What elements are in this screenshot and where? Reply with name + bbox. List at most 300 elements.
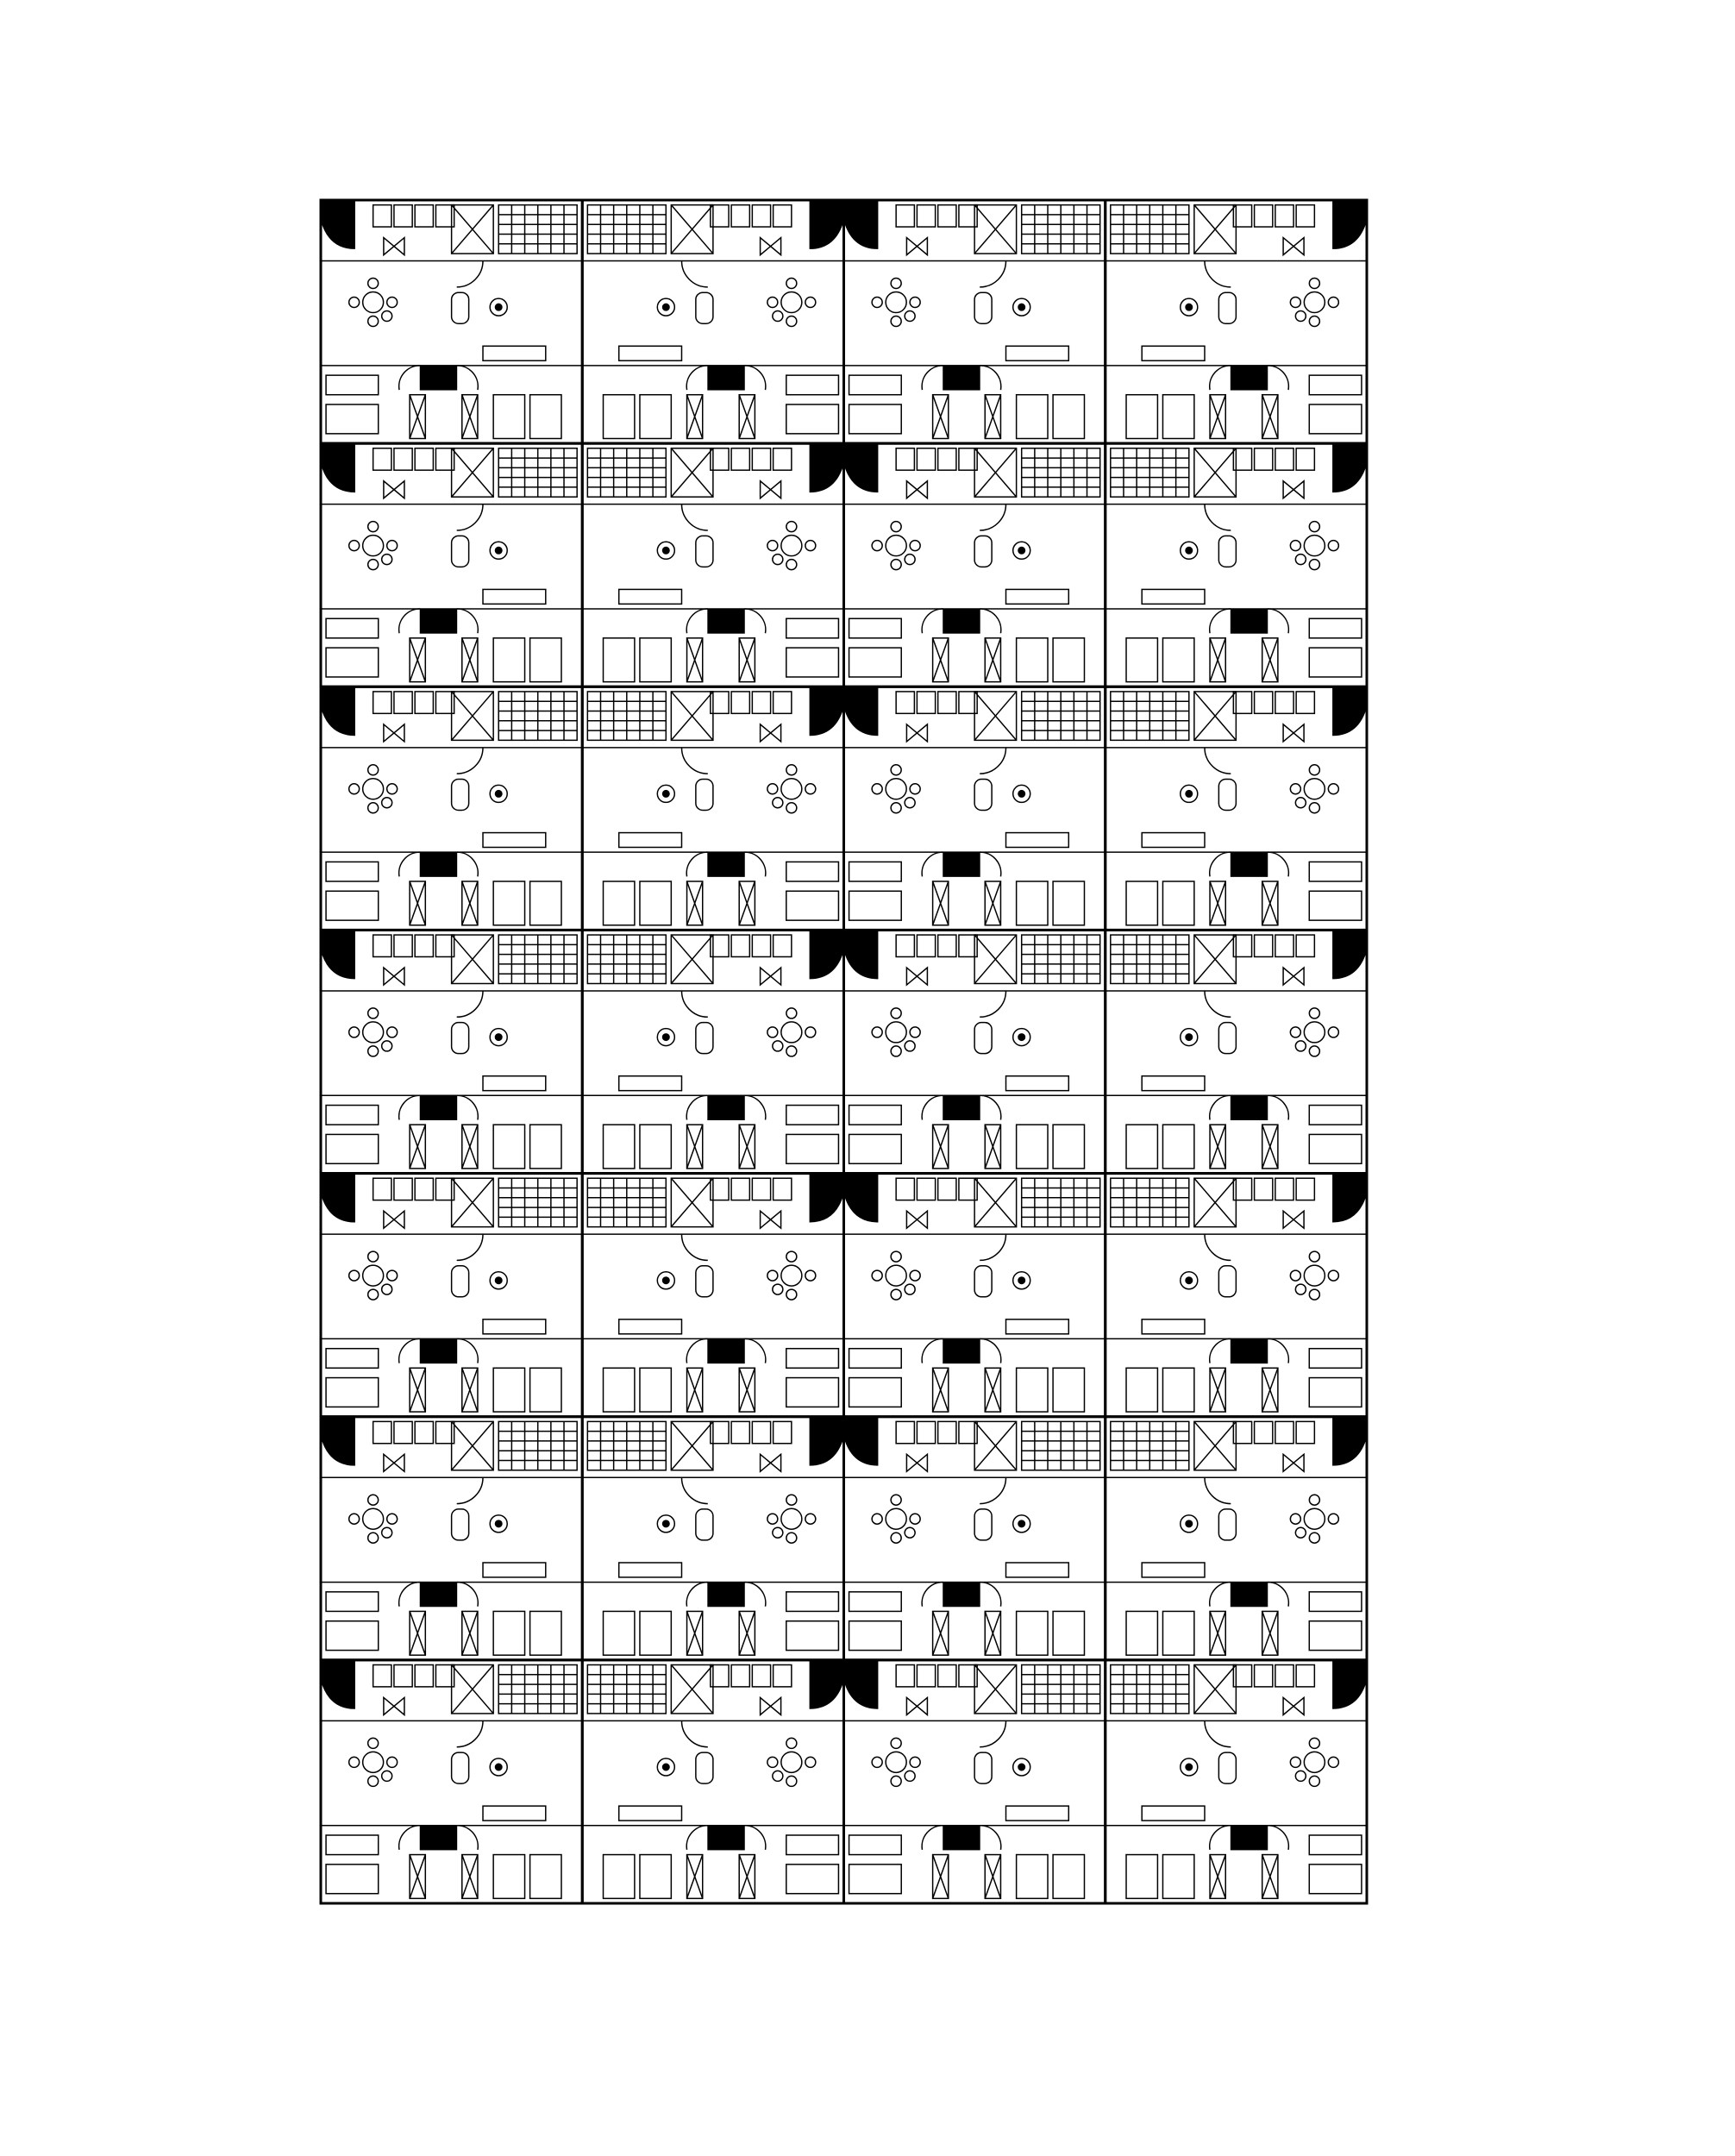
dining-table-icon xyxy=(781,292,802,313)
bed-icon xyxy=(640,881,671,925)
bed-icon xyxy=(493,395,524,439)
counter-icon xyxy=(1255,1178,1273,1200)
sofa-icon xyxy=(483,346,546,360)
counter-icon xyxy=(415,1178,433,1200)
dining-table-icon xyxy=(781,1752,802,1772)
dining-table-icon xyxy=(1304,1265,1325,1286)
dining-chair-icon xyxy=(382,798,392,808)
door-swing-icon xyxy=(922,1338,943,1363)
bed-icon xyxy=(1126,881,1157,925)
bed-icon xyxy=(493,1611,524,1655)
column-icon xyxy=(810,1660,843,1708)
counter-icon xyxy=(774,1421,792,1443)
door-swing-icon xyxy=(457,1338,479,1363)
door-swing-icon xyxy=(457,1234,483,1260)
bathroom-core-icon xyxy=(1231,1095,1267,1119)
armchair-icon xyxy=(696,780,713,811)
balcony-counter-icon xyxy=(1309,862,1362,881)
door-swing-icon xyxy=(457,748,483,774)
balcony-counter-icon xyxy=(849,618,902,638)
bathroom-core-icon xyxy=(1231,609,1267,633)
counter-icon xyxy=(1296,1421,1314,1443)
door-swing-icon xyxy=(1268,1338,1289,1363)
counter-icon xyxy=(896,1421,914,1443)
bathroom-core-icon xyxy=(1231,1583,1267,1607)
dining-table-icon xyxy=(1304,536,1325,556)
door-swing-icon xyxy=(1205,1720,1231,1746)
dining-chair-icon xyxy=(1328,784,1338,794)
column-icon xyxy=(321,686,354,735)
side-table-dot xyxy=(495,790,502,797)
armchair-icon xyxy=(974,292,992,323)
bed-icon xyxy=(1017,1611,1048,1655)
side-table-dot xyxy=(662,1764,669,1771)
counter-icon xyxy=(896,692,914,713)
door-swing-icon xyxy=(457,261,483,287)
bed-icon xyxy=(1126,1125,1157,1169)
bed-icon xyxy=(1053,1611,1084,1655)
dining-chair-icon xyxy=(1309,1289,1319,1300)
balcony-counter-icon xyxy=(849,891,902,920)
dining-table-icon xyxy=(1304,292,1325,313)
dining-chair-icon xyxy=(349,298,360,308)
door-swing-icon xyxy=(1210,609,1231,633)
dining-chair-icon xyxy=(1309,279,1319,289)
door-swing-icon xyxy=(457,852,479,876)
door-swing-icon xyxy=(1268,1095,1289,1119)
apartment-unit xyxy=(321,1417,582,1660)
dining-table-icon xyxy=(363,1022,384,1043)
counter-icon xyxy=(917,448,935,470)
door-swing-icon xyxy=(1205,261,1231,287)
dining-chair-icon xyxy=(1309,522,1319,532)
window-icon xyxy=(906,724,927,742)
column-icon xyxy=(844,1660,878,1708)
dining-chair-icon xyxy=(1295,798,1306,808)
counter-icon xyxy=(731,1178,749,1200)
dining-table-icon xyxy=(363,1508,384,1529)
counter-icon xyxy=(896,205,914,227)
dining-chair-icon xyxy=(1290,1027,1300,1037)
counter-icon xyxy=(752,1665,770,1687)
dining-chair-icon xyxy=(773,1527,783,1538)
dining-chair-icon xyxy=(368,1289,379,1300)
dining-chair-icon xyxy=(872,1270,882,1281)
column-icon xyxy=(844,1417,878,1465)
bathroom-core-icon xyxy=(943,1338,980,1363)
dining-chair-icon xyxy=(368,1251,379,1262)
door-swing-icon xyxy=(980,505,1005,530)
dining-chair-icon xyxy=(1290,1514,1300,1524)
balcony-counter-icon xyxy=(1309,1134,1362,1163)
counter-icon xyxy=(1275,692,1293,713)
balcony-counter-icon xyxy=(1309,1621,1362,1651)
door-swing-icon xyxy=(681,1234,707,1260)
side-table-dot xyxy=(1018,1764,1025,1771)
dining-chair-icon xyxy=(368,1046,379,1056)
sofa-icon xyxy=(619,1076,682,1091)
column-icon xyxy=(844,200,878,248)
apartment-unit xyxy=(582,686,843,930)
counter-icon xyxy=(1255,448,1273,470)
apartment-unit xyxy=(1106,443,1367,686)
armchair-icon xyxy=(696,536,713,567)
balcony-counter-icon xyxy=(1309,1106,1362,1125)
door-swing-icon xyxy=(457,505,483,530)
dining-chair-icon xyxy=(891,279,901,289)
apartment-unit xyxy=(1106,1660,1367,1903)
side-table-dot xyxy=(1018,790,1025,797)
dining-chair-icon xyxy=(891,317,901,327)
bed-icon xyxy=(493,1855,524,1899)
bed-icon xyxy=(1126,395,1157,439)
dining-chair-icon xyxy=(387,1270,398,1281)
bed-icon xyxy=(1017,1855,1048,1899)
window-icon xyxy=(761,724,781,742)
door-swing-icon xyxy=(457,1583,479,1607)
armchair-icon xyxy=(1218,1509,1236,1540)
counter-icon xyxy=(1296,1178,1314,1200)
sofa-icon xyxy=(619,1563,682,1577)
sofa-icon xyxy=(619,1319,682,1334)
apartment-unit xyxy=(321,1660,582,1903)
dining-chair-icon xyxy=(349,1270,360,1281)
sofa-icon xyxy=(1006,589,1069,604)
dining-chair-icon xyxy=(786,1251,797,1262)
bed-icon xyxy=(530,1855,561,1899)
counter-icon xyxy=(1275,935,1293,956)
bed-icon xyxy=(1017,881,1048,925)
bathroom-core-icon xyxy=(943,1583,980,1607)
bathroom-core-icon xyxy=(420,1826,456,1850)
counter-icon xyxy=(917,692,935,713)
dining-chair-icon xyxy=(786,765,797,775)
counter-icon xyxy=(394,692,412,713)
window-icon xyxy=(1283,238,1304,255)
apartment-unit xyxy=(1106,686,1367,930)
sofa-icon xyxy=(1142,1319,1205,1334)
door-swing-icon xyxy=(457,1095,479,1119)
bathroom-core-icon xyxy=(943,1095,980,1119)
counter-icon xyxy=(731,692,749,713)
column-icon xyxy=(810,443,843,492)
door-swing-icon xyxy=(681,748,707,774)
door-swing-icon xyxy=(1205,505,1231,530)
armchair-icon xyxy=(696,1023,713,1054)
dining-chair-icon xyxy=(368,279,379,289)
apartment-unit xyxy=(321,686,582,930)
side-table-dot xyxy=(662,547,669,554)
door-swing-icon xyxy=(980,1583,1001,1607)
window-icon xyxy=(384,1697,404,1714)
sofa-icon xyxy=(483,1563,546,1577)
counter-icon xyxy=(1275,1665,1293,1687)
window-icon xyxy=(761,1211,781,1228)
dining-chair-icon xyxy=(773,798,783,808)
counter-icon xyxy=(1255,1421,1273,1443)
sofa-icon xyxy=(1142,346,1205,360)
column-icon xyxy=(1333,200,1367,248)
dining-chair-icon xyxy=(382,1284,392,1294)
dining-chair-icon xyxy=(767,1027,778,1037)
dining-table-icon xyxy=(1304,1022,1325,1043)
dining-chair-icon xyxy=(1309,317,1319,327)
apartment-unit xyxy=(844,200,1106,443)
apartment-unit xyxy=(1106,1174,1367,1417)
sofa-icon xyxy=(1006,833,1069,848)
armchair-icon xyxy=(974,1023,992,1054)
counter-icon xyxy=(938,205,956,227)
counter-icon xyxy=(938,1421,956,1443)
dining-table-icon xyxy=(363,292,384,313)
armchair-icon xyxy=(452,1752,469,1783)
apartment-unit xyxy=(321,443,582,686)
dining-chair-icon xyxy=(368,1495,379,1505)
side-table-dot xyxy=(662,1034,669,1041)
dining-chair-icon xyxy=(368,803,379,813)
door-swing-icon xyxy=(1210,1826,1231,1850)
dining-chair-icon xyxy=(773,1284,783,1294)
dining-table-icon xyxy=(886,779,906,799)
column-icon xyxy=(321,1417,354,1465)
door-swing-icon xyxy=(744,366,766,390)
bed-icon xyxy=(493,1125,524,1169)
balcony-counter-icon xyxy=(326,618,379,638)
dining-table-icon xyxy=(886,536,906,556)
dining-table-icon xyxy=(781,779,802,799)
counter-icon xyxy=(373,448,391,470)
dining-chair-icon xyxy=(387,784,398,794)
counter-icon xyxy=(731,935,749,956)
counter-icon xyxy=(1275,205,1293,227)
counter-icon xyxy=(752,205,770,227)
dining-chair-icon xyxy=(786,1532,797,1543)
dining-chair-icon xyxy=(910,1027,920,1037)
side-table-dot xyxy=(1186,1520,1193,1527)
side-table-dot xyxy=(1186,790,1193,797)
window-icon xyxy=(761,1454,781,1471)
balcony-counter-icon xyxy=(786,404,839,434)
counter-icon xyxy=(1275,1421,1293,1443)
dining-chair-icon xyxy=(1295,1041,1306,1051)
balcony-counter-icon xyxy=(326,648,379,677)
dining-chair-icon xyxy=(786,1046,797,1056)
dining-chair-icon xyxy=(1290,1270,1300,1281)
dining-chair-icon xyxy=(368,765,379,775)
apartment-unit xyxy=(582,1174,843,1417)
dining-chair-icon xyxy=(786,317,797,327)
counter-icon xyxy=(774,1665,792,1687)
counter-icon xyxy=(896,1178,914,1200)
door-swing-icon xyxy=(1268,609,1289,633)
bed-icon xyxy=(1017,1368,1048,1412)
dining-table-icon xyxy=(363,1265,384,1286)
bed-icon xyxy=(1017,395,1048,439)
bed-icon xyxy=(530,1611,561,1655)
bed-icon xyxy=(640,395,671,439)
dining-chair-icon xyxy=(387,298,398,308)
balcony-counter-icon xyxy=(786,891,839,920)
dining-chair-icon xyxy=(368,1776,379,1786)
dining-chair-icon xyxy=(786,803,797,813)
bed-icon xyxy=(1162,638,1193,682)
counter-icon xyxy=(415,205,433,227)
counter-icon xyxy=(1255,205,1273,227)
counter-icon xyxy=(774,205,792,227)
bathroom-core-icon xyxy=(708,609,744,633)
side-table-dot xyxy=(1186,1034,1193,1041)
door-swing-icon xyxy=(399,1095,421,1119)
balcony-counter-icon xyxy=(1309,618,1362,638)
bathroom-core-icon xyxy=(1231,366,1267,390)
dining-chair-icon xyxy=(773,1041,783,1051)
dining-chair-icon xyxy=(1290,784,1300,794)
door-swing-icon xyxy=(922,852,943,876)
bed-icon xyxy=(640,638,671,682)
dining-chair-icon xyxy=(773,1771,783,1781)
dining-chair-icon xyxy=(382,1771,392,1781)
dining-table-icon xyxy=(781,1508,802,1529)
dining-chair-icon xyxy=(1309,1495,1319,1505)
dining-chair-icon xyxy=(368,317,379,327)
dining-chair-icon xyxy=(905,311,915,322)
window-icon xyxy=(1283,1697,1304,1714)
door-swing-icon xyxy=(1268,366,1289,390)
dining-table-icon xyxy=(886,1508,906,1529)
bathroom-core-icon xyxy=(1231,1338,1267,1363)
armchair-icon xyxy=(974,536,992,567)
door-swing-icon xyxy=(681,261,707,287)
counter-icon xyxy=(415,1665,433,1687)
balcony-counter-icon xyxy=(786,648,839,677)
door-swing-icon xyxy=(922,1095,943,1119)
dining-chair-icon xyxy=(1309,1776,1319,1786)
door-swing-icon xyxy=(1210,852,1231,876)
dining-table-icon xyxy=(886,1752,906,1772)
apartment-unit xyxy=(844,930,1106,1173)
armchair-icon xyxy=(974,1752,992,1783)
window-icon xyxy=(1283,968,1304,985)
counter-icon xyxy=(415,1421,433,1443)
side-table-dot xyxy=(1018,304,1025,310)
door-swing-icon xyxy=(1205,1477,1231,1503)
balcony-counter-icon xyxy=(849,1835,902,1855)
door-swing-icon xyxy=(1210,1583,1231,1607)
counter-icon xyxy=(373,1178,391,1200)
dining-chair-icon xyxy=(891,765,901,775)
dining-chair-icon xyxy=(872,1514,882,1524)
counter-icon xyxy=(938,692,956,713)
balcony-counter-icon xyxy=(786,1134,839,1163)
door-swing-icon xyxy=(686,1338,708,1363)
armchair-icon xyxy=(974,1266,992,1297)
balcony-counter-icon xyxy=(849,1349,902,1369)
door-swing-icon xyxy=(399,852,421,876)
apartment-unit xyxy=(844,1417,1106,1660)
bed-icon xyxy=(493,1368,524,1412)
dining-chair-icon xyxy=(349,1027,360,1037)
window-icon xyxy=(384,1211,404,1228)
dining-chair-icon xyxy=(1309,1008,1319,1018)
balcony-counter-icon xyxy=(849,648,902,677)
door-swing-icon xyxy=(686,1095,708,1119)
door-swing-icon xyxy=(399,1338,421,1363)
sofa-icon xyxy=(1006,1563,1069,1577)
balcony-counter-icon xyxy=(326,862,379,881)
side-table-dot xyxy=(1186,1764,1193,1771)
dining-chair-icon xyxy=(767,1270,778,1281)
balcony-counter-icon xyxy=(326,1134,379,1163)
dining-chair-icon xyxy=(786,1776,797,1786)
dining-table-icon xyxy=(363,1752,384,1772)
dining-chair-icon xyxy=(1309,560,1319,570)
dining-chair-icon xyxy=(786,560,797,570)
door-swing-icon xyxy=(457,1826,479,1850)
balcony-counter-icon xyxy=(849,1378,902,1407)
bed-icon xyxy=(530,1125,561,1169)
column-icon xyxy=(810,1174,843,1222)
bed-icon xyxy=(1162,1611,1193,1655)
apartment-block xyxy=(321,200,1367,1903)
dining-chair-icon xyxy=(891,1776,901,1786)
dining-chair-icon xyxy=(891,1738,901,1748)
door-swing-icon xyxy=(922,366,943,390)
counter-icon xyxy=(774,448,792,470)
counter-icon xyxy=(373,935,391,956)
apartment-unit xyxy=(582,1660,843,1903)
side-table-dot xyxy=(495,1520,502,1527)
bathroom-core-icon xyxy=(420,1338,456,1363)
balcony-counter-icon xyxy=(1309,1835,1362,1855)
dining-chair-icon xyxy=(786,1008,797,1018)
balcony-counter-icon xyxy=(786,1592,839,1612)
column-icon xyxy=(321,200,354,248)
dining-chair-icon xyxy=(1295,311,1306,322)
column-icon xyxy=(1333,1174,1367,1222)
counter-icon xyxy=(373,205,391,227)
apartment-unit xyxy=(844,1660,1106,1903)
balcony-counter-icon xyxy=(786,1865,839,1894)
dining-chair-icon xyxy=(382,1041,392,1051)
column-icon xyxy=(810,930,843,978)
balcony-counter-icon xyxy=(786,1106,839,1125)
dining-chair-icon xyxy=(773,311,783,322)
sofa-icon xyxy=(619,346,682,360)
dining-chair-icon xyxy=(382,311,392,322)
bed-icon xyxy=(1162,1125,1193,1169)
door-swing-icon xyxy=(980,366,1001,390)
dining-chair-icon xyxy=(1295,555,1306,565)
side-table-dot xyxy=(1018,1520,1025,1527)
balcony-counter-icon xyxy=(849,1621,902,1651)
column-icon xyxy=(844,443,878,492)
dining-chair-icon xyxy=(872,298,882,308)
window-icon xyxy=(1283,1454,1304,1471)
dining-chair-icon xyxy=(1295,1771,1306,1781)
bathroom-core-icon xyxy=(420,1095,456,1119)
side-table-dot xyxy=(662,1277,669,1284)
bathroom-core-icon xyxy=(708,852,744,876)
balcony-counter-icon xyxy=(786,1349,839,1369)
bed-icon xyxy=(1053,881,1084,925)
door-swing-icon xyxy=(744,1826,766,1850)
balcony-counter-icon xyxy=(326,1106,379,1125)
side-table-dot xyxy=(495,1764,502,1771)
balcony-counter-icon xyxy=(326,1835,379,1855)
door-swing-icon xyxy=(1205,1234,1231,1260)
counter-icon xyxy=(394,448,412,470)
column-icon xyxy=(1333,930,1367,978)
